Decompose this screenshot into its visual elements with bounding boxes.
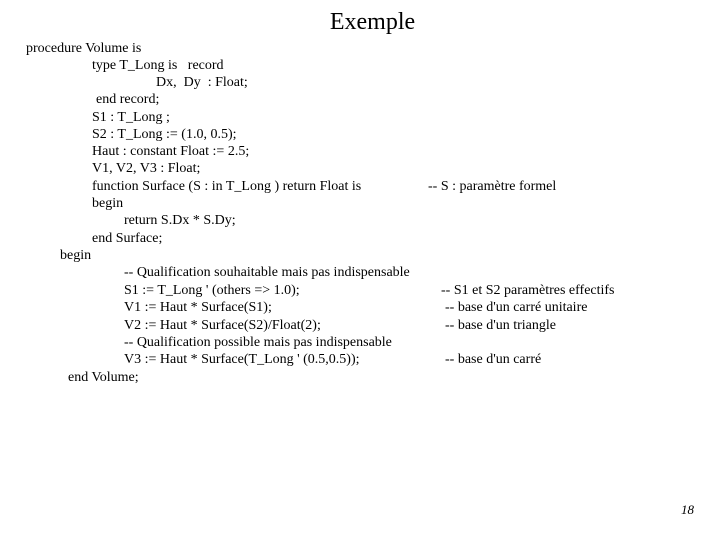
code-line: function Surface (S : in T_Long ) return Float is — [92, 179, 362, 194]
code-line: end Surface; — [92, 231, 163, 246]
code-line: end Volume; — [68, 370, 139, 385]
code-line: -- Qualification souhaitable mais pas indispensable — [124, 265, 410, 280]
code-comment: -- S1 et S2 paramètres effectifs — [441, 283, 615, 298]
page-number: 18 — [681, 502, 694, 517]
slide-title: Exemple — [329, 9, 416, 35]
code-line: S1 : T_Long ; — [92, 110, 170, 125]
code-line: procedure Volume is — [26, 41, 142, 56]
code-comment: -- S : paramètre formel — [428, 179, 557, 194]
code-line: Dx, Dy : Float; — [156, 75, 248, 90]
code-line: S2 : T_Long := (1.0, 0.5); — [92, 127, 237, 142]
code-line: V2 := Haut * Surface(S2)/Float(2); — [124, 318, 321, 333]
code-line: V1 := Haut * Surface(S1); — [124, 300, 272, 315]
code-comment: -- base d'un carré unitaire — [445, 300, 588, 315]
code-line: S1 := T_Long ' (others => 1.0); — [124, 283, 300, 298]
code-line: Haut : constant Float := 2.5; — [92, 144, 250, 159]
code-line: V1, V2, V3 : Float; — [92, 161, 201, 176]
code-line: type T_Long is record — [92, 58, 224, 73]
code-line: begin — [60, 248, 92, 263]
code-line: V3 := Haut * Surface(T_Long ' (0.5,0.5)); — [124, 352, 360, 367]
code-line: return S.Dx * S.Dy; — [124, 213, 236, 228]
code-comment: -- base d'un carré — [445, 352, 542, 367]
code-line: end record; — [96, 92, 160, 107]
code-line: -- Qualification possible mais pas indispensable — [124, 335, 392, 350]
code-comment: -- base d'un triangle — [445, 318, 556, 333]
code-line: begin — [92, 196, 124, 211]
